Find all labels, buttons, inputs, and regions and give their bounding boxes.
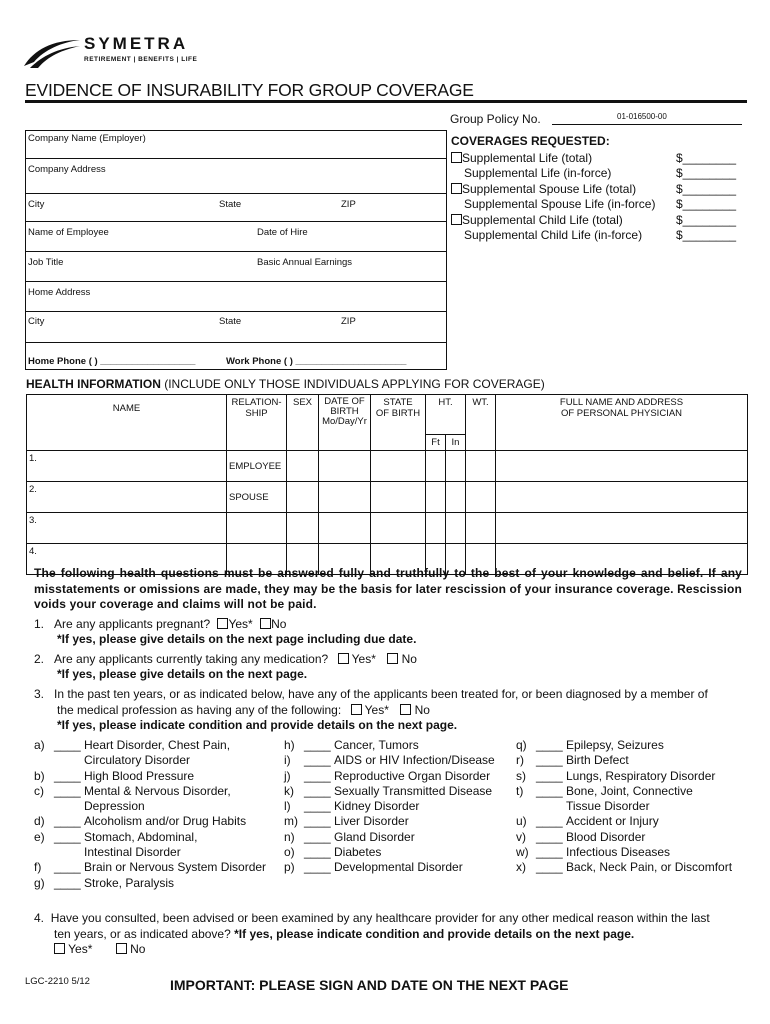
condition-key: e) bbox=[34, 829, 45, 844]
condition-blank[interactable] bbox=[54, 845, 84, 860]
coverage-amount[interactable]: $________ bbox=[676, 212, 737, 227]
condition-item bbox=[34, 799, 284, 814]
ft-header: Ft bbox=[426, 435, 446, 451]
condition-blank[interactable] bbox=[54, 799, 84, 814]
q3-text-line: In the past ten years, or as indicated below, have any of the applicants been treated for, or been diagnosed by a member of bbox=[54, 687, 708, 701]
condition-blank[interactable]: ____ bbox=[536, 845, 563, 860]
condition-label: Lungs, Respiratory Disorder bbox=[566, 768, 716, 783]
coverage-checkbox[interactable] bbox=[451, 214, 462, 225]
page-title: EVIDENCE OF INSURABILITY FOR GROUP COVERAGE bbox=[25, 80, 474, 100]
home-address-label: Home Address bbox=[28, 287, 91, 298]
form-code: LGC-2210 5/12 bbox=[25, 976, 90, 987]
coverage-checkbox[interactable] bbox=[451, 152, 462, 163]
health-table bbox=[26, 394, 748, 575]
coverage-amount[interactable]: $________ bbox=[676, 166, 737, 181]
sex-header: SEX bbox=[287, 395, 319, 451]
cell[interactable] bbox=[466, 451, 496, 482]
condition-blank[interactable]: ____ bbox=[304, 860, 331, 875]
coverage-row bbox=[451, 228, 747, 244]
coverage-label: Supplemental Child Life (in-force) bbox=[464, 228, 643, 243]
divider bbox=[26, 251, 446, 252]
condition-key: t) bbox=[516, 783, 524, 798]
condition-blank[interactable]: ____ bbox=[54, 783, 81, 798]
condition-key bbox=[34, 753, 54, 768]
condition-key: q) bbox=[516, 738, 527, 752]
cell[interactable] bbox=[287, 482, 319, 513]
row-relation: EMPLOYEE bbox=[227, 451, 287, 482]
condition-key: w) bbox=[516, 845, 529, 860]
city-label: City bbox=[28, 199, 45, 210]
condition-label: Blood Disorder bbox=[566, 829, 646, 844]
condition-label: High Blood Pressure bbox=[84, 768, 195, 783]
dob-header-line: DATE OF bbox=[324, 396, 365, 407]
condition-blank[interactable]: ____ bbox=[304, 768, 331, 783]
health-title-bold: HEALTH INFORMATION bbox=[26, 377, 161, 391]
condition-blank[interactable] bbox=[536, 799, 566, 814]
name-header: NAME bbox=[27, 395, 227, 451]
relationship-header-line: SHIP bbox=[245, 408, 268, 419]
condition-blank[interactable]: ____ bbox=[304, 753, 331, 768]
divider bbox=[26, 193, 446, 194]
q4-no-checkbox[interactable] bbox=[116, 943, 127, 954]
condition-key: j) bbox=[284, 768, 291, 783]
condition-key: m) bbox=[284, 814, 298, 829]
dob-header-line: BIRTH bbox=[330, 406, 359, 417]
cell[interactable] bbox=[426, 513, 446, 544]
cell[interactable] bbox=[319, 451, 371, 482]
in-header: In bbox=[446, 435, 466, 451]
condition-key: s) bbox=[516, 768, 526, 783]
condition-item bbox=[34, 845, 284, 860]
row-number[interactable]: 3. bbox=[27, 513, 227, 544]
state-header-line: STATE bbox=[383, 397, 413, 408]
condition-blank[interactable]: ____ bbox=[54, 814, 81, 829]
condition-item bbox=[516, 784, 748, 799]
q2-yes-checkbox[interactable] bbox=[338, 653, 349, 664]
condition-item bbox=[34, 814, 284, 829]
divider bbox=[26, 158, 446, 159]
q1-yes-checkbox[interactable] bbox=[217, 618, 228, 629]
work-phone-label: Work Phone ( ) _____________________ bbox=[226, 356, 407, 367]
coverage-label: Supplemental Spouse Life (in-force) bbox=[464, 197, 656, 212]
row-number[interactable]: 1. bbox=[27, 451, 227, 482]
q1-number: 1. bbox=[34, 617, 45, 631]
condition-item bbox=[34, 769, 284, 784]
condition-key: f) bbox=[34, 860, 42, 875]
q2-text: Are any applicants currently taking any medication? bbox=[54, 652, 329, 666]
divider bbox=[26, 342, 446, 343]
condition-key: c) bbox=[34, 783, 44, 798]
cell[interactable] bbox=[496, 451, 748, 482]
condition-key: h) bbox=[284, 738, 295, 752]
logo-wordmark: SYMETRA bbox=[84, 34, 189, 53]
physician-header-line: OF PERSONAL PHYSICIAN bbox=[560, 408, 683, 419]
table-row bbox=[27, 451, 748, 482]
physician-header-line: FULL NAME AND ADDRESS bbox=[559, 397, 684, 408]
q2-no-label: No bbox=[401, 652, 417, 666]
divider bbox=[26, 311, 446, 312]
condition-item bbox=[284, 814, 514, 829]
employee-name-label: Name of Employee bbox=[28, 227, 109, 238]
height-header: HT. bbox=[426, 395, 466, 435]
condition-label: Heart Disorder, Chest Pain, bbox=[84, 738, 231, 752]
state-of-birth-header bbox=[371, 395, 426, 451]
row-number[interactable]: 2. bbox=[27, 482, 227, 513]
condition-label: Epilepsy, Seizures bbox=[566, 738, 664, 752]
q4-yes-checkbox[interactable] bbox=[54, 943, 65, 954]
q3-yes-checkbox[interactable] bbox=[351, 704, 362, 715]
condition-label: Birth Defect bbox=[566, 753, 629, 768]
q2-number: 2. bbox=[34, 652, 45, 666]
condition-key: p) bbox=[284, 860, 295, 875]
q3-text-line: the medical profession as having any of the following: bbox=[57, 702, 342, 717]
physician-header bbox=[496, 395, 748, 451]
condition-item bbox=[284, 860, 514, 875]
q4-note: *If yes, please indicate condition and provide details on the next page. bbox=[230, 926, 635, 941]
condition-label: Stroke, Paralysis bbox=[84, 875, 175, 890]
cell[interactable] bbox=[426, 482, 446, 513]
condition-blank[interactable]: ____ bbox=[304, 845, 331, 860]
cell[interactable] bbox=[446, 482, 466, 513]
cell[interactable] bbox=[371, 513, 426, 544]
condition-blank[interactable]: ____ bbox=[536, 860, 563, 875]
condition-item bbox=[516, 845, 748, 860]
cell[interactable] bbox=[371, 451, 426, 482]
condition-key: g) bbox=[34, 875, 45, 890]
condition-label: Bone, Joint, Connective bbox=[566, 783, 693, 798]
coverage-row bbox=[451, 197, 747, 213]
dob-header bbox=[319, 395, 371, 451]
coverage-label: Supplemental Child Life (total) bbox=[462, 212, 623, 227]
state-header-line: OF BIRTH bbox=[375, 408, 421, 419]
condition-blank[interactable]: ____ bbox=[304, 799, 331, 814]
condition-item bbox=[284, 830, 514, 845]
condition-blank[interactable] bbox=[54, 753, 84, 768]
condition-item bbox=[284, 769, 514, 784]
coverage-checkbox[interactable] bbox=[451, 183, 462, 194]
health-title-rest: (INCLUDE ONLY THOSE INDIVIDUALS APPLYING FOR COVERAGE) bbox=[160, 377, 545, 391]
cell[interactable] bbox=[319, 513, 371, 544]
health-info-title bbox=[26, 377, 545, 391]
job-title-label: Job Title bbox=[28, 257, 64, 268]
condition-item bbox=[284, 753, 514, 768]
condition-label: Accident or Injury bbox=[566, 814, 659, 829]
condition-key: r) bbox=[516, 753, 524, 768]
q3-number: 3. bbox=[34, 687, 45, 701]
condition-item bbox=[284, 738, 514, 753]
coverage-row bbox=[451, 212, 747, 228]
condition-item bbox=[34, 876, 284, 891]
condition-key: v) bbox=[516, 829, 526, 844]
coverage-row bbox=[451, 166, 747, 182]
q1-no-label: No bbox=[271, 617, 287, 631]
city2-label: City bbox=[28, 316, 45, 327]
condition-label: Brain or Nervous System Disorder bbox=[84, 860, 267, 875]
q1-no-checkbox[interactable] bbox=[260, 618, 271, 629]
state2-label: State bbox=[219, 316, 242, 327]
condition-item bbox=[34, 830, 284, 845]
condition-blank[interactable]: ____ bbox=[536, 753, 563, 768]
condition-blank[interactable]: ____ bbox=[54, 738, 81, 752]
condition-key: x) bbox=[516, 860, 526, 875]
health-header-row bbox=[27, 395, 748, 435]
condition-key bbox=[34, 845, 54, 860]
conditions-column-3 bbox=[516, 738, 748, 876]
q3-yes-label: Yes* bbox=[364, 702, 389, 717]
condition-blank[interactable]: ____ bbox=[536, 783, 563, 798]
condition-blank[interactable]: ____ bbox=[536, 768, 563, 783]
group-policy-label: Group Policy No. bbox=[450, 112, 541, 126]
condition-item bbox=[284, 784, 514, 799]
condition-label: Depression bbox=[84, 799, 145, 814]
table-row bbox=[27, 513, 748, 544]
title-rule bbox=[25, 100, 747, 103]
earnings-label: Basic Annual Earnings bbox=[257, 257, 353, 268]
condition-item bbox=[516, 753, 748, 768]
condition-label: Stomach, Abdominal, bbox=[84, 829, 198, 844]
company-address-label: Company Address bbox=[28, 164, 106, 175]
coverage-label: Supplemental Life (in-force) bbox=[464, 166, 612, 181]
cell[interactable] bbox=[466, 513, 496, 544]
condition-label: Tissue Disorder bbox=[566, 799, 650, 814]
condition-label: Kidney Disorder bbox=[334, 799, 420, 814]
condition-blank[interactable]: ____ bbox=[304, 829, 331, 844]
condition-key: d) bbox=[34, 814, 45, 829]
condition-key bbox=[34, 799, 54, 814]
cell[interactable] bbox=[287, 513, 319, 544]
weight-header: WT. bbox=[466, 395, 496, 451]
q1-text: Are any applicants pregnant? bbox=[54, 617, 211, 631]
q2-yes-label: Yes* bbox=[351, 652, 376, 666]
condition-blank[interactable]: ____ bbox=[54, 829, 81, 844]
condition-key: k) bbox=[284, 783, 294, 798]
coverage-label: Supplemental Spouse Life (total) bbox=[462, 181, 637, 196]
condition-item bbox=[34, 860, 284, 875]
condition-key: u) bbox=[516, 814, 527, 829]
group-policy-field[interactable] bbox=[552, 124, 742, 125]
condition-key bbox=[516, 799, 536, 814]
condition-item bbox=[34, 738, 284, 753]
coverage-row bbox=[451, 181, 747, 197]
important-notice: IMPORTANT: PLEASE SIGN AND DATE ON THE NEXT PAGE bbox=[170, 977, 569, 993]
coverage-row bbox=[451, 150, 747, 166]
condition-label: Gland Disorder bbox=[334, 829, 415, 844]
condition-item bbox=[516, 814, 748, 829]
condition-item bbox=[34, 784, 284, 799]
zip-label: ZIP bbox=[341, 199, 356, 210]
q4-text-line: ten years, or as indicated above? bbox=[54, 926, 231, 941]
question-2 bbox=[34, 652, 417, 668]
condition-label: Diabetes bbox=[334, 845, 382, 860]
cell[interactable] bbox=[446, 451, 466, 482]
condition-item bbox=[34, 753, 284, 768]
condition-item bbox=[284, 799, 514, 814]
condition-item bbox=[284, 845, 514, 860]
question-3 bbox=[34, 687, 746, 734]
condition-label: Sexually Transmitted Disease bbox=[334, 783, 493, 798]
conditions-column-2 bbox=[284, 738, 514, 876]
question-4 bbox=[34, 911, 746, 958]
condition-label: Reproductive Organ Disorder bbox=[334, 768, 491, 783]
row-relation: SPOUSE bbox=[227, 482, 287, 513]
question-1 bbox=[34, 617, 286, 633]
table-row bbox=[27, 482, 748, 513]
zip2-label: ZIP bbox=[341, 316, 356, 327]
condition-label: Circulatory Disorder bbox=[84, 753, 191, 768]
employer-info-box bbox=[25, 130, 447, 370]
coverages-list bbox=[451, 150, 747, 243]
q1-yes-label: Yes* bbox=[228, 617, 253, 631]
relationship-header bbox=[227, 395, 287, 451]
condition-blank[interactable]: ____ bbox=[54, 875, 81, 890]
row-number[interactable]: 4. bbox=[27, 544, 227, 575]
cell[interactable] bbox=[466, 482, 496, 513]
cell[interactable] bbox=[371, 482, 426, 513]
condition-blank[interactable]: ____ bbox=[304, 783, 331, 798]
cell[interactable] bbox=[287, 451, 319, 482]
q2-no-checkbox[interactable] bbox=[387, 653, 398, 664]
cell[interactable] bbox=[426, 451, 446, 482]
condition-blank[interactable]: ____ bbox=[536, 814, 563, 829]
cell[interactable] bbox=[496, 482, 748, 513]
coverage-amount[interactable]: $________ bbox=[676, 197, 737, 212]
condition-blank[interactable]: ____ bbox=[536, 829, 563, 844]
condition-label: Back, Neck Pain, or Discomfort bbox=[566, 860, 733, 875]
condition-label: Alcoholism and/or Drug Habits bbox=[84, 814, 247, 829]
cell[interactable] bbox=[446, 513, 466, 544]
condition-key: a) bbox=[34, 738, 45, 752]
q3-no-label: No bbox=[414, 702, 430, 717]
condition-item bbox=[516, 830, 748, 845]
q3-note: *If yes, please indicate condition and provide details on the next page. bbox=[57, 718, 458, 732]
q4-yes-label: Yes* bbox=[68, 942, 93, 956]
condition-item bbox=[516, 799, 748, 814]
home-phone-label: Home Phone ( ) __________________ bbox=[28, 356, 196, 367]
condition-item bbox=[516, 860, 748, 875]
condition-blank[interactable]: ____ bbox=[536, 738, 563, 752]
condition-key: n) bbox=[284, 829, 295, 844]
q4-text-line: Have you consulted, been advised or been examined by any healthcare provider for any other medical reason within the last bbox=[50, 911, 710, 925]
condition-label: Developmental Disorder bbox=[334, 860, 463, 875]
condition-blank[interactable]: ____ bbox=[304, 738, 331, 752]
condition-label: AIDS or HIV Infection/Disease bbox=[334, 753, 495, 768]
q2-note: *If yes, please give details on the next page. bbox=[57, 667, 308, 681]
condition-label: Mental & Nervous Disorder, bbox=[84, 783, 231, 798]
relationship-header-line: RELATION- bbox=[231, 397, 282, 408]
symetra-logo bbox=[22, 32, 212, 70]
coverage-label: Supplemental Life (total) bbox=[462, 150, 593, 165]
coverage-amount[interactable]: $________ bbox=[676, 181, 737, 196]
condition-item bbox=[516, 769, 748, 784]
condition-blank[interactable]: ____ bbox=[54, 860, 81, 875]
cell[interactable] bbox=[496, 513, 748, 544]
divider bbox=[26, 221, 446, 222]
logo-tagline: RETIREMENT | BENEFITS | LIFE bbox=[84, 56, 198, 63]
company-name-label: Company Name (Employer) bbox=[28, 133, 146, 144]
condition-key: b) bbox=[34, 768, 45, 783]
condition-key: o) bbox=[284, 845, 295, 860]
q4-number: 4. bbox=[34, 911, 45, 925]
condition-label: Liver Disorder bbox=[334, 814, 409, 829]
condition-key: l) bbox=[284, 799, 291, 814]
disclaimer-text: The following health questions must be answered fully and truthfully to the best of your knowledge and belief. If any misstatements or omissions are made, they may be the basis for later rescission of your insurance coverage. Rescission voids your coverage and claims will not be paid. bbox=[34, 566, 742, 611]
q3-no-checkbox[interactable] bbox=[400, 704, 411, 715]
group-policy-value: 01-016500-00 bbox=[617, 112, 667, 121]
coverages-heading: COVERAGES REQUESTED: bbox=[451, 134, 610, 148]
state-label: State bbox=[219, 199, 242, 210]
condition-label: Cancer, Tumors bbox=[334, 738, 419, 752]
row-relation[interactable] bbox=[227, 513, 287, 544]
coverage-amount[interactable]: $________ bbox=[676, 150, 737, 165]
condition-item bbox=[516, 738, 748, 753]
dob-header-line: Mo/Day/Yr bbox=[322, 416, 367, 427]
hire-date-label: Date of Hire bbox=[257, 227, 308, 238]
condition-blank[interactable]: ____ bbox=[54, 768, 81, 783]
condition-blank[interactable]: ____ bbox=[304, 814, 331, 829]
cell[interactable] bbox=[319, 482, 371, 513]
condition-label: Infectious Diseases bbox=[566, 845, 671, 860]
q1-note: *If yes, please give details on the next page including due date. bbox=[57, 632, 417, 646]
divider bbox=[26, 281, 446, 282]
condition-label: Intestinal Disorder bbox=[84, 845, 181, 860]
conditions-column-1 bbox=[34, 738, 284, 891]
condition-key: i) bbox=[284, 753, 291, 768]
coverage-amount[interactable]: $________ bbox=[676, 228, 737, 243]
q4-no-label: No bbox=[130, 942, 146, 956]
swoosh-icon bbox=[22, 32, 82, 70]
